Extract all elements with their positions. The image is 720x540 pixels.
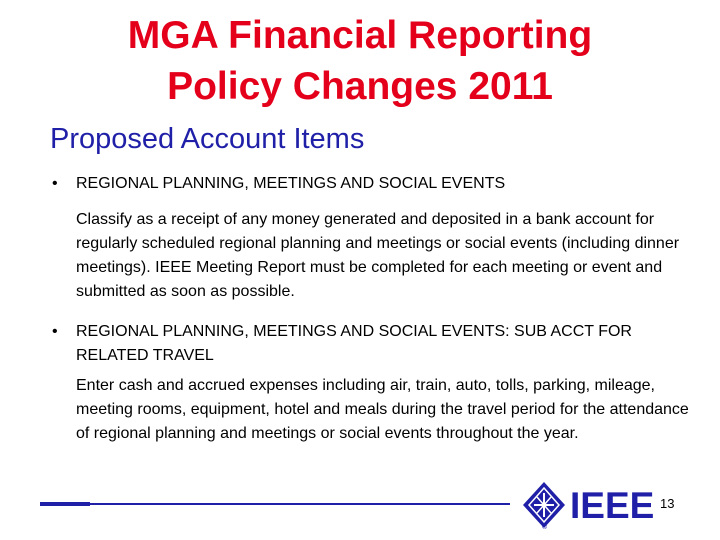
bullet-icon: •: [52, 175, 58, 192]
item-2-description: Enter cash and accrued expenses including air, train, auto, tolls, parking, mileage, meeting rooms, equipment, hotel and meals during the travel period for the attendance of regional planning and meetings or social events throughout the year.: [76, 377, 689, 442]
item-2-heading: REGIONAL PLANNING, MEETINGS AND SOCIAL EVENTS: SUB ACCT FOR RELATED TRAVEL: [76, 323, 632, 364]
item-1-heading: REGIONAL PLANNING, MEETINGS AND SOCIAL EVENTS: [76, 175, 506, 192]
footer-rule-accent: [40, 502, 90, 506]
slide-title: [0, 10, 720, 112]
ieee-logo: [520, 479, 670, 531]
footer-rule: [40, 503, 510, 505]
registered-mark: ®: [542, 524, 548, 531]
slide-title-line-1: MGA Financial Reporting: [127, 14, 593, 57]
ieee-wordmark: IEEE: [570, 485, 655, 526]
item-1-description: Classify as a receipt of any money generated and deposited in a bank account for regularly scheduled regional planning and meetings or social events (including dinner meetings). IEEE Meeting Report must be completed for each meeting or event and submitted as soon as possible.: [76, 211, 680, 300]
page-number: 13: [660, 496, 675, 511]
slide-title-line-2: Policy Changes 2011: [167, 65, 553, 108]
bullet-icon: •: [52, 323, 58, 340]
section-heading: Proposed Account Items: [50, 123, 365, 155]
ieee-diamond-icon: [523, 482, 565, 528]
